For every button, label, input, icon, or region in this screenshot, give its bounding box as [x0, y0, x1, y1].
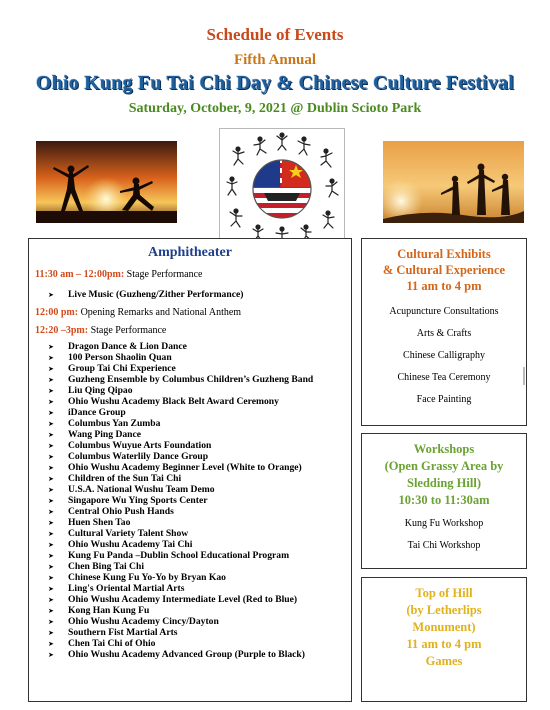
workshops-heading: Workshops [413, 442, 475, 456]
bullet-arrow-icon: ➤ [48, 354, 54, 362]
performance-item: ➤ Group Tai Chi Experience [48, 363, 176, 374]
performance-item: ➤ Singapore Wu Ying Sports Center [48, 495, 208, 506]
block-time: 12:20 –3pm: [35, 325, 89, 336]
performance-item: ➤ Columbus Yan Zumba [48, 418, 161, 429]
performance-item: ➤ Ohio Wushu Academy Tai Chi [48, 539, 193, 550]
bullet-arrow-icon: ➤ [48, 486, 54, 494]
bullet-arrow-icon: ➤ [48, 508, 54, 516]
performance-item: ➤ Central Ohio Push Hands [48, 506, 174, 517]
bullet-arrow-icon: ➤ [48, 519, 54, 527]
performance-item: ➤ Ohio Wushu Academy Intermediate Level (Red to Blue) [48, 594, 298, 605]
date-line: Saturday, October, 9, 2021 @ Dublin Scioto Park [128, 101, 422, 116]
page-subtitle: Fifth Annual [233, 52, 317, 68]
performance-item: ➤ Cultural Variety Talent Show [48, 528, 189, 539]
scroll-indicator [523, 367, 525, 385]
performance-item: ➤ Kung Fu Panda –Dublin School Educational Program [48, 550, 290, 561]
festival-emblem [219, 128, 345, 248]
bullet-arrow-icon: ➤ [48, 409, 54, 417]
bullet-arrow-icon: ➤ [48, 497, 54, 505]
performance-item: ➤ Children of the Sun Tai Chi [48, 473, 182, 484]
list-item: Acupuncture Consultations [389, 306, 499, 317]
bullet-arrow-icon: ➤ [48, 563, 54, 571]
bullet-arrow-icon: ➤ [48, 376, 54, 384]
bullet-arrow-icon: ➤ [48, 618, 54, 626]
hill-hours: 11 am to 4 pm [406, 637, 482, 651]
bullet-arrow-icon: ➤ [48, 291, 54, 299]
block-time: 11:30 am – 12:00pm: [35, 269, 125, 280]
performance-item: ➤ Chen Bing Tai Chi [48, 561, 144, 572]
block-label: Stage Performance [90, 325, 167, 336]
workshops-location: (Open Grassy Area by [384, 459, 504, 473]
cultural-exhibits-section [361, 238, 527, 426]
tai-chi-sunset-photo [383, 141, 524, 223]
performance-item: ➤ Chen Tai Chi of Ohio [48, 638, 156, 649]
cultural-heading-line: & Cultural Experience [382, 263, 506, 277]
schedule-block-1130 [35, 269, 202, 280]
bullet-arrow-icon: ➤ [48, 365, 54, 373]
list-item: Chinese Tea Ceremony [397, 372, 491, 383]
hill-location: Monument) [412, 620, 476, 634]
page-title: Schedule of Events [206, 25, 344, 44]
performance-item: ➤ 100 Person Shaolin Quan [48, 352, 172, 363]
list-item: Chinese Calligraphy [403, 350, 485, 361]
bullet-arrow-icon: ➤ [48, 530, 54, 538]
performance-item: ➤ iDance Group [48, 407, 126, 418]
bullet-arrow-icon: ➤ [48, 574, 54, 582]
bullet-arrow-icon: ➤ [48, 420, 54, 428]
list-item: ➤ Live Music (Guzheng/Zither Performance) [48, 289, 244, 300]
performance-item: ➤ Wang Ping Dance [48, 429, 142, 440]
cultural-hours: 11 am to 4 pm [406, 279, 482, 293]
hill-heading: Top of Hill [415, 586, 473, 600]
bullet-arrow-icon: ➤ [48, 475, 54, 483]
workshops-location: Sledding Hill) [407, 476, 481, 490]
bullet-arrow-icon: ➤ [48, 640, 54, 648]
hill-location: (by Letherlips [406, 603, 482, 617]
schedule-block-1220 [35, 325, 166, 336]
bullet-arrow-icon: ➤ [48, 596, 54, 604]
performance-item: ➤ Chinese Kung Fu Yo-Yo by Bryan Kao [48, 572, 226, 583]
bullet-arrow-icon: ➤ [48, 464, 54, 472]
bullet-arrow-icon: ➤ [48, 343, 54, 351]
workshops-section [361, 433, 527, 569]
performance-item: ➤ Kong Han Kung Fu [48, 605, 150, 616]
amphitheater-heading: Amphitheater [148, 245, 232, 260]
bullet-arrow-icon: ➤ [48, 552, 54, 560]
list-item: Tai Chi Workshop [407, 540, 481, 551]
performance-item: ➤ Ohio Wushu Academy Advanced Group (Purple to Black) [48, 649, 305, 660]
top-of-hill-section [361, 577, 527, 702]
bullet-arrow-icon: ➤ [48, 453, 54, 461]
performance-item: ➤ Liu Qing Qipao [48, 385, 133, 396]
performance-item: ➤ Dragon Dance & Lion Dance [48, 341, 187, 352]
schedule-block-1200 [35, 307, 241, 318]
block-time: 12:00 pm: [35, 307, 79, 318]
amphitheater-section [28, 238, 352, 702]
performance-item: ➤ Southern Fist Martial Arts [48, 627, 178, 638]
bullet-arrow-icon: ➤ [48, 629, 54, 637]
bullet-arrow-icon: ➤ [48, 585, 54, 593]
bullet-arrow-icon: ➤ [48, 398, 54, 406]
performance-item: ➤ Ohio Wushu Academy Beginner Level (White to Orange) [48, 462, 302, 473]
block-label: Stage Performance [126, 269, 203, 280]
bullet-arrow-icon: ➤ [48, 651, 54, 659]
festival-title: Ohio Kung Fu Tai Chi Day & Chinese Culture Festival [35, 72, 515, 94]
performance-item: ➤ Columbus Wuyue Arts Foundation [48, 440, 212, 451]
list-item: Kung Fu Workshop [404, 518, 484, 529]
performance-item: ➤ Ling's Oriental Martial Arts [48, 583, 185, 594]
workshops-hours: 10:30 to 11:30am [398, 493, 490, 507]
bullet-arrow-icon: ➤ [48, 541, 54, 549]
bullet-arrow-icon: ➤ [48, 442, 54, 450]
hill-activity: Games [425, 654, 463, 668]
performance-item: ➤ Guzheng Ensemble by Columbus Children’s Guzheng Band [48, 374, 314, 385]
performance-item: ➤ Ohio Wushu Academy Cincy/Dayton [48, 616, 219, 627]
list-item: Arts & Crafts [416, 328, 472, 339]
block-label: Opening Remarks and National Anthem [80, 307, 242, 318]
bullet-arrow-icon: ➤ [48, 607, 54, 615]
bullet-arrow-icon: ➤ [48, 431, 54, 439]
performance-item: ➤ U.S.A. National Wushu Team Demo [48, 484, 215, 495]
list-item: Face Painting [416, 394, 472, 405]
performance-item: ➤ Huen Shen Tao [48, 517, 131, 528]
flag-emblem-icon [220, 129, 344, 247]
performance-item: ➤ Columbus Waterlily Dance Group [48, 451, 209, 462]
cultural-heading-line: Cultural Exhibits [397, 247, 491, 261]
bullet-arrow-icon: ➤ [48, 387, 54, 395]
performance-item: ➤ Ohio Wushu Academy Black Belt Award Ceremony [48, 396, 279, 407]
kung-fu-sunset-photo [36, 141, 177, 223]
